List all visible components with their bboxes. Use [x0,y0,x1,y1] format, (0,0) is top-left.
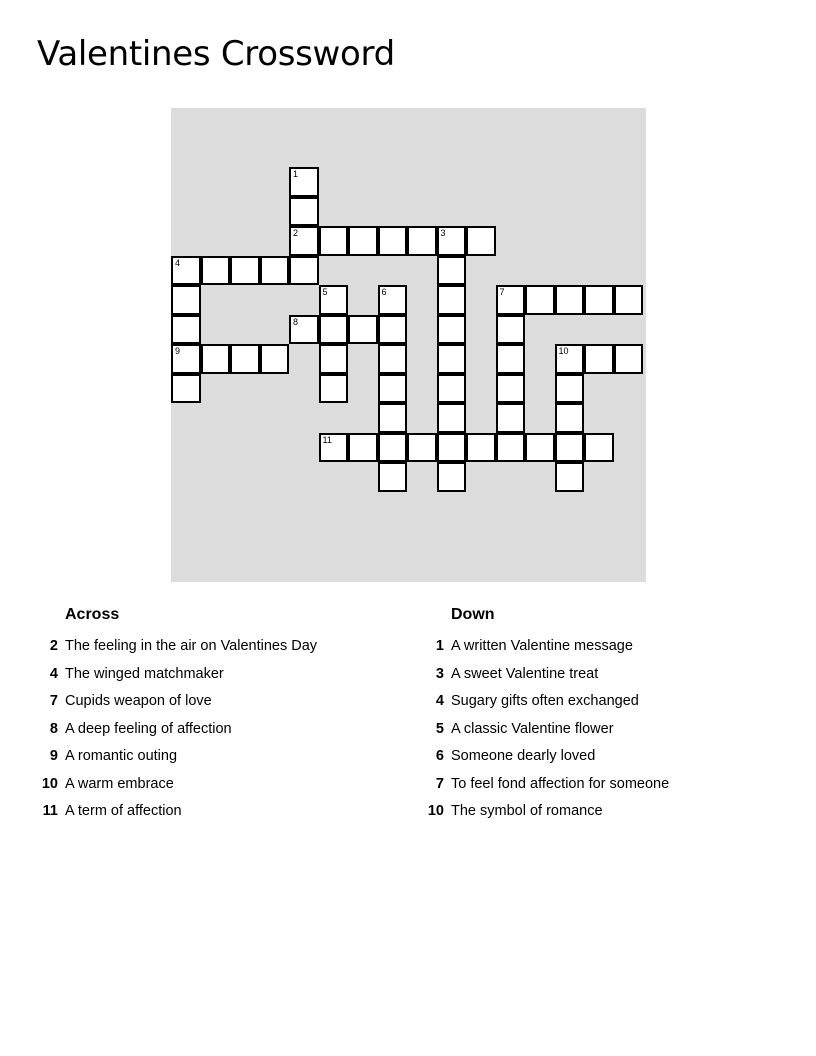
grid-cell[interactable] [201,344,231,374]
grid-cell[interactable] [319,374,349,404]
grid-cell[interactable] [437,256,467,286]
clue-number: 10 [427,803,444,819]
grid-cell[interactable] [614,344,644,374]
grid-cell[interactable] [260,344,290,374]
grid-cell[interactable] [319,433,349,463]
clue-number: 5 [435,720,444,737]
cell-number: 5 [322,287,328,297]
grid-cell[interactable] [555,344,585,374]
clue-number: 3 [435,665,444,682]
grid-cell[interactable] [378,374,408,404]
grid-cell[interactable] [378,226,408,256]
grid-cell[interactable] [496,344,526,374]
cell-number: 2 [293,228,299,238]
grid-cell[interactable] [171,344,201,374]
across-clues-section [30,604,380,828]
grid-cell[interactable] [171,285,201,315]
grid-cell[interactable] [201,256,231,286]
grid-cell[interactable] [407,226,437,256]
grid-cell[interactable] [437,344,467,374]
grid-cell[interactable] [466,433,496,463]
clue-number: 2 [49,638,58,654]
across-heading: Across [65,606,120,623]
grid-cell[interactable] [555,433,585,463]
grid-cell[interactable] [555,462,585,492]
grid-cell[interactable] [437,315,467,345]
cell-number: 8 [293,316,299,327]
grid-cell[interactable] [584,285,614,315]
grid-cell[interactable] [319,315,349,345]
across-clue [30,718,380,746]
grid-cell[interactable] [614,285,644,315]
down-clue [416,745,796,773]
grid-cell[interactable] [289,167,319,197]
clue-text: To feel fond affection for someone [451,775,670,792]
cell-number: 10 [558,346,569,356]
grid-cell[interactable] [496,285,526,315]
grid-cell[interactable] [555,285,585,315]
across-clue [30,800,380,828]
grid-cell[interactable] [466,226,496,256]
grid-cell[interactable] [289,226,319,256]
grid-cell[interactable] [348,226,378,256]
clue-number: 11 [42,803,58,819]
down-clue [416,690,796,718]
clue-number: 6 [435,748,444,764]
clue-number: 4 [49,665,58,682]
across-clue [30,690,380,718]
clue-text: Sugary gifts often exchanged [451,693,639,709]
down-clue [416,773,796,801]
across-clue-list [30,635,380,828]
grid-cell[interactable] [496,403,526,433]
grid-cell[interactable] [319,226,349,256]
cell-number: 1 [293,169,299,179]
grid-cell[interactable] [437,433,467,463]
clue-text: Cupids weapon of love [65,693,212,709]
grid-cell[interactable] [348,315,378,345]
grid-cell[interactable] [407,433,437,463]
across-clue [30,635,380,663]
grid-cell[interactable] [171,256,201,286]
down-heading: Down [451,606,495,623]
clue-text: A deep feeling of affection [65,720,232,737]
clue-text: The winged matchmaker [65,665,224,682]
grid-cell[interactable] [437,403,467,433]
grid-cell[interactable] [378,433,408,463]
grid-cell[interactable] [437,374,467,404]
grid-cell[interactable] [496,374,526,404]
grid-cell[interactable] [171,315,201,345]
clue-number: 1 [435,638,444,654]
clue-number: 4 [435,693,444,709]
across-clue [30,745,380,773]
grid-cell[interactable] [378,462,408,492]
down-clue [416,663,796,691]
clue-text: The symbol of romance [451,803,603,819]
grid-cell[interactable] [289,315,319,345]
grid-cell[interactable] [171,374,201,404]
grid-cell[interactable] [584,433,614,463]
grid-cell[interactable] [230,256,260,286]
clue-text: A term of affection [65,803,182,819]
cell-number: 9 [175,346,181,356]
grid-cell[interactable] [230,344,260,374]
down-clue [416,635,796,663]
down-clue [416,718,796,746]
across-clue [30,773,380,801]
clue-number: 9 [49,748,58,764]
grid-cell[interactable] [496,315,526,345]
grid-cell[interactable] [525,285,555,315]
grid-cell[interactable] [437,462,467,492]
grid-cell[interactable] [378,403,408,433]
grid-cell[interactable] [319,285,349,315]
clue-text: Someone dearly loved [451,748,596,764]
grid-cell[interactable] [437,226,467,256]
clue-text: A classic Valentine flower [451,720,614,737]
clue-text: A warm embrace [65,775,174,792]
page-title: Valentines Crossword [37,34,395,74]
grid-cell[interactable] [437,285,467,315]
down-clue-list [416,635,796,828]
grid-cell[interactable] [378,344,408,374]
grid-cell[interactable] [525,433,555,463]
cell-number: 3 [440,228,446,238]
clue-number: 10 [41,775,58,792]
clue-number: 8 [49,720,58,737]
grid-cell[interactable] [378,285,408,315]
cell-number: 6 [381,287,387,297]
across-clue [30,663,380,691]
clue-number: 7 [49,693,58,709]
cell-number: 7 [499,287,505,297]
clue-text: A written Valentine message [451,638,633,654]
grid-cell[interactable] [378,315,408,345]
grid-cell[interactable] [584,344,614,374]
grid-cell[interactable] [319,344,349,374]
crossword-grid [171,108,646,582]
grid-cell[interactable] [555,374,585,404]
grid-cell[interactable] [289,197,319,227]
clue-text: A romantic outing [65,748,178,764]
grid-cell[interactable] [496,433,526,463]
clue-text: A sweet Valentine treat [451,665,599,682]
cell-number: 11 [322,434,332,445]
grid-cell[interactable] [555,403,585,433]
clue-number: 7 [435,775,444,792]
grid-cell[interactable] [260,256,290,286]
down-clue [416,800,796,828]
clue-text: The feeling in the air on Valentines Day [65,638,318,654]
down-clues-section [416,604,796,828]
cell-number: 4 [175,257,181,268]
grid-cell[interactable] [289,256,319,286]
grid-cell[interactable] [348,433,378,463]
